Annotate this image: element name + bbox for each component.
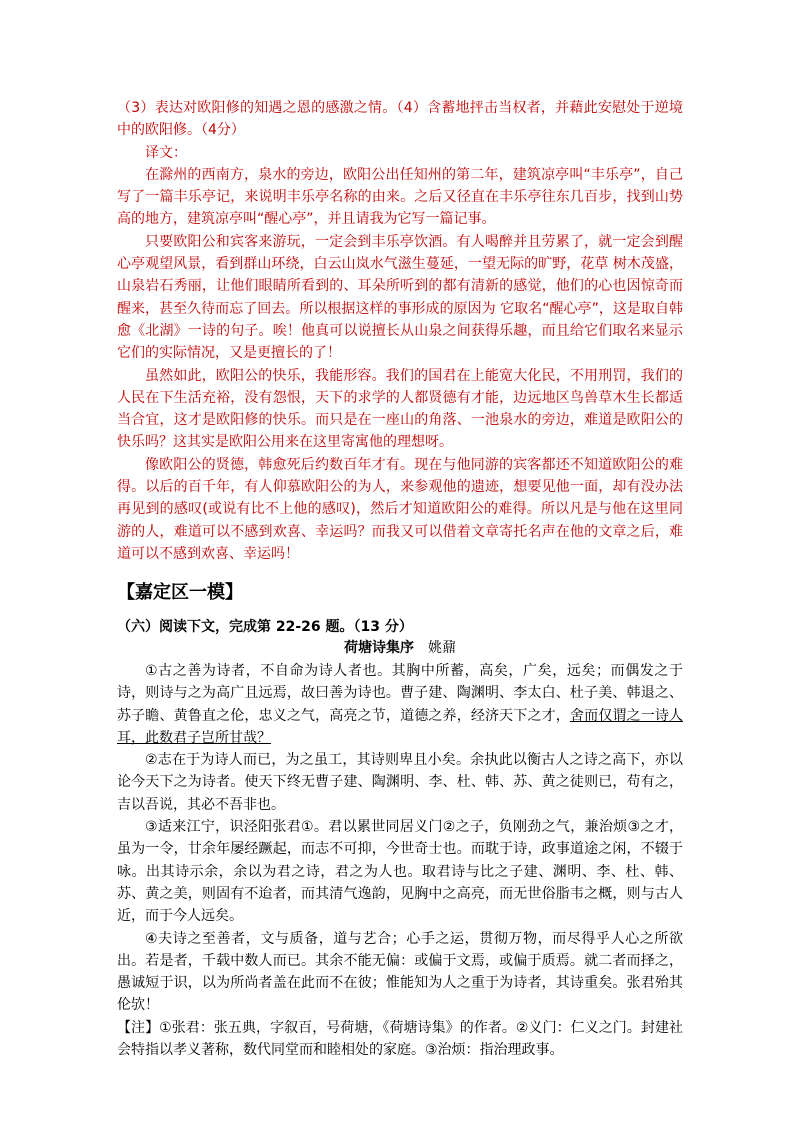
poem-author: 姚鼐 [428,640,456,656]
answer-block [117,97,683,565]
passage-paragraph-1 [117,660,683,749]
footnotes: 【注】①张君：张五典，字叙百，号荷塘，《荷塘诗集》的作者。②义门：仁义之门。封建社会特指以孝义著称，数代同堂而和睦相处的家庭。③治烦：指治理政事。 [117,1019,683,1059]
answer-line: （3）表达对欧阳修的知遇之恩的感激之情。（4）含蓄地抨击当权者，并藉此安慰处于逆境中的欧阳修。（4分） [117,100,683,139]
passage-paragraph-4: ④夫诗之至善者，文与质备，道与艺合；心手之运，贯彻万物，而尽得乎人心之所欲出。若是者，千载中数人而已。其余不能无偏：或偏于文焉，或偏于质焉。就二者而择之，愚诚短于识，以为所尚者盖在此而不在彼；惟能知为人之重于为诗者，其诗重矣。张君殆其伦欤！ [117,930,683,1014]
translation-paragraph-3: 虽然如此，欧阳公的快乐，我能形容。我们的国君在上能宽大化民，不用刑罚，我们的人民在下生活充裕，没有怨恨，天下的求学的人都贤德有才能，边远地区鸟兽草木生长都适当合宜，这才是欧阳修的快乐。而只是在一座山的角落、一池泉水的旁边，难道是欧阳公的快乐吗？这其实是欧阳公用来在这里寄寓他的理想呀。 [117,367,683,451]
translation-paragraph-4: 像欧阳公的贤德，韩愈死后约数百年才有。现在与他同游的宾客都还不知道欧阳公的难得。以后的百千年，有人仰慕欧阳公的为人，来参观他的遗迹，想要见他一面，却有没办法再见到的感叹(或说有比不上他的感叹)，然后才知道欧阳公的难得。所以凡是与他在这里同游的人，难道可以不感到欢喜、幸运吗？而我又可以借着文章寄托名声在他的文章之后，难道可以不感到欢喜、幸运吗！ [117,456,683,562]
passage-block [117,660,683,1061]
translation-paragraph-2: 只要欧阳公和宾客来游玩，一定会到丰乐亭饮酒。有人喝醉并且劳累了，就一定会到醒心亭观望风景，看到群山环绕，白云山岚水气滋生蔓延，一望无际的旷野，花草 树木茂盛，山泉岩石秀丽，让他们眼睛所看到的、耳朵所听到的都有清新的感觉，他们的心也因惊奇而醒来，甚至久待而忘了回去。所以根据这样的事形成的原因为 它取名“醒心亭”，这是取自韩愈《北湖》一诗的句子。唉！他真可以说擅长从山泉之间获得乐趣，而且给它们取名来显示它们的实际情况，又是更擅长的了！ [117,233,683,362]
question-instruction: （六）阅读下文，完成第 22-26 题。（13 分） [117,619,413,635]
translation-paragraph-1: 在滁州的西南方，泉水的旁边，欧阳公出任知州的第二年，建筑凉亭叫“丰乐亭”，自己写了一篇丰乐亭记，来说明丰乐亭名称的由来。之后又径直在丰乐亭往东几百步，找到山势高的地方，建筑凉亭叫“醒心亭”，并且请我为它写一篇记事。 [117,166,683,228]
passage-paragraph-2: ②志在于为诗人而已，为之虽工，其诗则卑且小矣。余执此以衡古人之诗之高下，亦以论今天下之为诗者。使天下终无曹子建、陶渊明、李、杜、韩、苏、黄之徒则已，苟有之，吉以吾说，其必不吾非也。 [117,752,683,813]
poem-title-line [117,637,683,659]
passage-paragraph-3: ③适来江宁，识泾阳张君①。君以累世同居义门②之子，负刚劲之气，兼治烦③之才，虽为一令，廿余年屡经蹶起，而志不可抑，今世奇士也。而耽于诗，政事道途之闲，不辍于咏。出其诗示余，余以为君之诗，君之为人也。取君诗与比之子建、渊明、李、杜、韩、苏、黄之美，则固有不迨者，而其清气逸韵，见胸中之高亮，而无世俗脂韦之概，则与古人近，而于今人远矣。 [117,819,683,925]
translation-label: 译文： [145,144,187,161]
underlined-sentence: 舍而仅谓之一诗人耳，此数君子岂所甘哉？ [117,707,683,746]
section-heading: 【嘉定区一模】 [117,582,243,603]
poem-title: 荷塘诗集序 [344,640,414,656]
passage-paragraph-1-text: ①古之善为诗者，不自命为诗人者也。其胸中所蓄，高矣，广矣，远矣；而偶发之于诗，则诗与之为高广且远焉，故曰善为诗也。曹子建、陶渊明、李太白、杜子美、韩退之、苏子瞻、黄鲁直之伦，忠义之气，高亮之节，道德之养，经济天下之才， [117,663,683,724]
